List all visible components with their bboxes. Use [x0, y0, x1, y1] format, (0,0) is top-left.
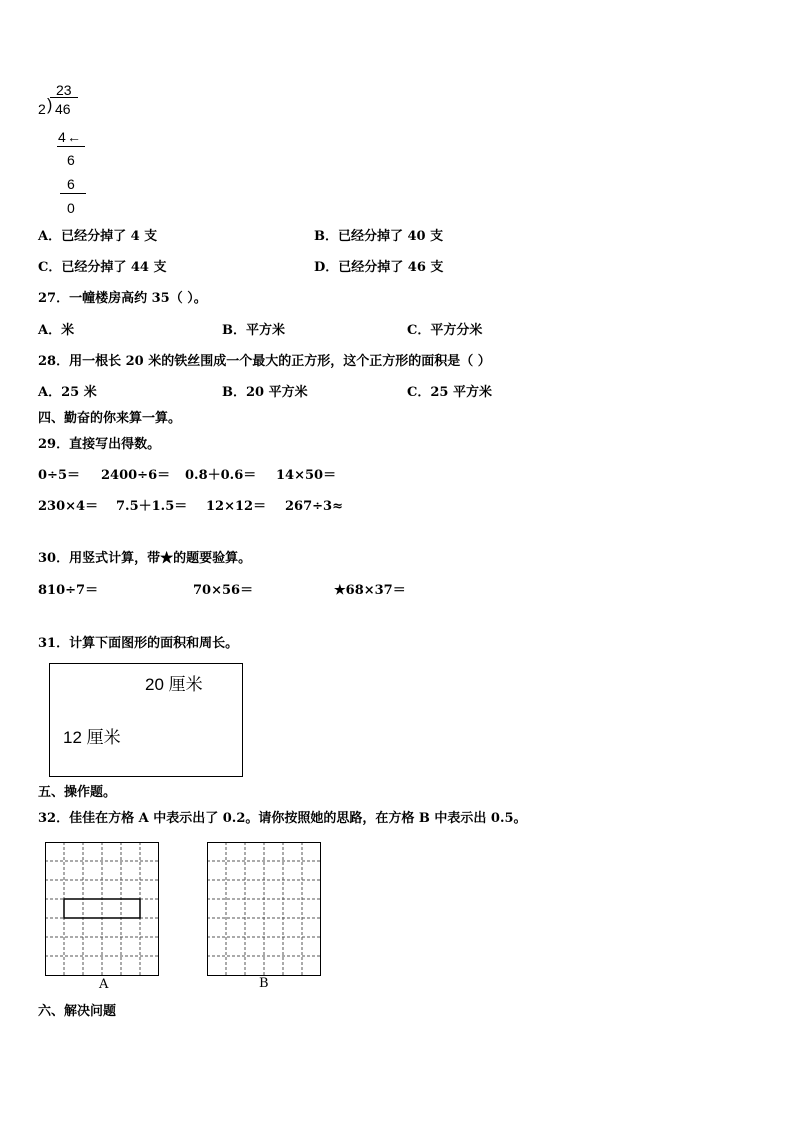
division-divisor: 2 [38, 101, 46, 117]
q30-stem: 30．用竖式计算，带★的题要验算。 [38, 551, 252, 566]
q29-item: 14×50＝ [276, 468, 337, 483]
q26-option-a: A．已经分掉了 4 支 [38, 229, 158, 244]
q30-item: 70×56＝ [193, 583, 254, 598]
q29-item: 230×4＝ [38, 499, 99, 514]
q27-option-b: B．平方米 [222, 323, 285, 338]
division-line-1 [57, 146, 85, 147]
q30-item: 810÷7＝ [38, 583, 99, 598]
section6-title: 六、解决问题 [38, 1004, 117, 1019]
q26-option-d: D．已经分掉了 46 支 [314, 260, 444, 275]
q29-stem: 29．直接写出得数。 [38, 437, 161, 452]
grid-b [207, 842, 321, 976]
division-step2-product: 6 [67, 176, 75, 192]
q29-item: 0.8＋0.6＝ [185, 468, 257, 483]
q27-option-a: A．米 [38, 323, 75, 338]
grid-a-dashed-lines [45, 842, 159, 976]
q27-option-c: C．平方分米 [407, 323, 483, 338]
q29-item: 267÷3≈ [285, 499, 343, 514]
division-bar [50, 97, 78, 98]
q27-stem: 27．一幢楼房高约 35（ ）。 [38, 291, 207, 306]
q29-item: 7.5＋1.5＝ [116, 499, 188, 514]
rectangle-width-label: 12 厘米 [63, 728, 121, 747]
q29-item: 2400÷6＝ [101, 468, 171, 483]
q28-stem: 28．用一根长 20 米的铁丝围成一个最大的正方形，这个正方形的面积是（ ） [38, 354, 491, 369]
grid-b-label: B [259, 976, 269, 991]
division-final-remainder: 0 [67, 200, 75, 216]
q32-stem: 32．佳佳在方格 A 中表示出了 0.2。请你按照她的思路，在方格 B 中表示出 0.5。 [38, 811, 527, 826]
section5-title: 五、操作题。 [38, 785, 117, 800]
grid-b-dashed-lines [207, 842, 321, 976]
division-dividend: 46 [55, 101, 71, 117]
division-quotient: 23 [56, 82, 72, 98]
grid-a [45, 842, 159, 976]
division-bracket: ) [47, 96, 53, 115]
q28-option-c: C．25 平方米 [407, 385, 492, 400]
q29-item: 12×12＝ [206, 499, 267, 514]
q26-option-b: B．已经分掉了 40 支 [314, 229, 444, 244]
q28-option-a: A．25 米 [38, 385, 97, 400]
q28-option-b: B．20 平方米 [222, 385, 308, 400]
division-step1-product: 4 [58, 129, 66, 145]
division-arrow: ← [67, 129, 81, 145]
division-line-2 [60, 193, 86, 194]
grid-a-label: A [99, 977, 109, 992]
q29-item: 0÷5＝ [38, 468, 80, 483]
division-step1-remainder: 6 [67, 152, 75, 168]
q26-option-c: C．已经分掉了 44 支 [38, 260, 167, 275]
q30-item: ★68×37＝ [334, 583, 406, 598]
rectangle-length-label: 20 厘米 [145, 675, 203, 694]
q31-stem: 31．计算下面图形的面积和周长。 [38, 636, 239, 651]
section4-title: 四、勤奋的你来算一算。 [38, 411, 182, 426]
